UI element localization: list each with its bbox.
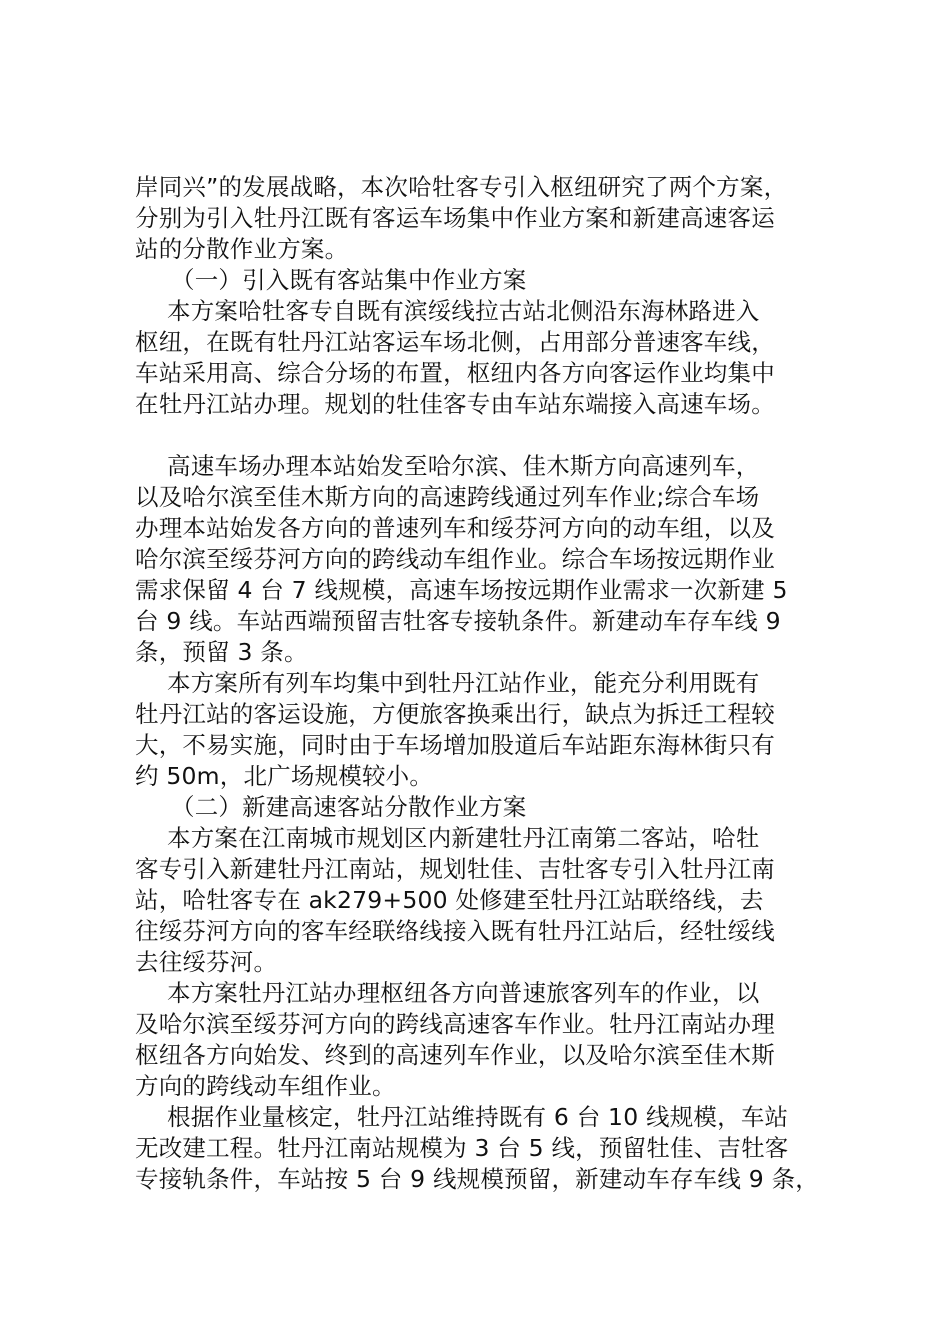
text-line: 站，哈牡客专在 ak279+500 处修建至牡丹江站联络线，去 xyxy=(135,886,764,914)
text-line: 约 50m，北广场规模较小。 xyxy=(135,762,434,790)
text-line: 台 9 线。车站西端预留吉牡客专接轨条件。新建动车存车线 9 xyxy=(135,607,781,635)
text-line: 专接轨条件，车站按 5 台 9 线规模预留，新建动车存车线 9 条， xyxy=(135,1165,819,1193)
paragraph-first-line: 根据作业量核定，牡丹江站维持既有 6 台 10 线规模，车站 xyxy=(167,1103,789,1131)
text-line: 分别为引入牡丹江既有客运车场集中作业方案和新建高速客运 xyxy=(135,204,775,232)
text-line: 车站采用高、综合分场的布置，枢纽内各方向客运作业均集中 xyxy=(135,359,775,387)
section-heading-1: （一）引入既有客站集中作业方案 xyxy=(171,266,527,294)
text-line: 及哈尔滨至绥芬河方向的跨线高速客车作业。牡丹江南站办理 xyxy=(135,1010,775,1038)
text-line: 需求保留 4 台 7 线规模，高速车场按远期作业需求一次新建 5 xyxy=(135,576,788,604)
section-heading-2: （二）新建高速客站分散作业方案 xyxy=(171,793,527,821)
text-line: 条，预留 3 条。 xyxy=(135,638,308,666)
text-line: 枢纽各方向始发、终到的高速列车作业，以及哈尔滨至佳木斯 xyxy=(135,1041,775,1069)
text-line: 大，不易实施，同时由于车场增加股道后车站距东海林街只有 xyxy=(135,731,775,759)
text-line: 去往绥芬河。 xyxy=(135,948,278,976)
text-line: 方向的跨线动车组作业。 xyxy=(135,1072,396,1100)
text-line: 枢纽，在既有牡丹江站客运车场北侧，占用部分普速客车线， xyxy=(135,328,775,356)
text-line: 哈尔滨至绥芬河方向的跨线动车组作业。综合车场按远期作业 xyxy=(135,545,775,573)
paragraph-first-line: 本方案牡丹江站办理枢纽各方向普速旅客列车的作业，以 xyxy=(167,979,760,1007)
text-line: 办理本站始发各方向的普速列车和绥芬河方向的动车组，以及 xyxy=(135,514,775,542)
text-line: 站的分散作业方案。 xyxy=(135,235,349,263)
text-line: 以及哈尔滨至佳木斯方向的高速跨线通过列车作业;综合车场 xyxy=(135,483,760,511)
document-body xyxy=(135,172,835,1195)
paragraph-first-line: 本方案哈牡客专自既有滨绥线拉古站北侧沿东海林路进入 xyxy=(167,297,760,325)
text-line: 客专引入新建牡丹江南站，规划牡佳、吉牡客专引入牡丹江南 xyxy=(135,855,775,883)
paragraph-first-line: 高速车场办理本站始发至哈尔滨、佳木斯方向高速列车， xyxy=(167,452,760,480)
text-line: 岸同兴”的发展战略，本次哈牡客专引入枢纽研究了两个方案， xyxy=(135,173,788,201)
text-line: 在牡丹江站办理。规划的牡佳客专由车站东端接入高速车场。 xyxy=(135,390,775,418)
paragraph-first-line: 本方案在江南城市规划区内新建牡丹江南第二客站，哈牡 xyxy=(167,824,760,852)
paragraph-first-line: 本方案所有列车均集中到牡丹江站作业，能充分利用既有 xyxy=(167,669,760,697)
blank-line xyxy=(135,420,835,451)
text-line: 往绥芬河方向的客车经联络线接入既有牡丹江站后，经牡绥线 xyxy=(135,917,775,945)
text-line: 无改建工程。牡丹江南站规模为 3 台 5 线，预留牡佳、吉牡客 xyxy=(135,1134,789,1162)
text-line: 牡丹江站的客运设施，方便旅客换乘出行，缺点为拆迁工程较 xyxy=(135,700,775,728)
